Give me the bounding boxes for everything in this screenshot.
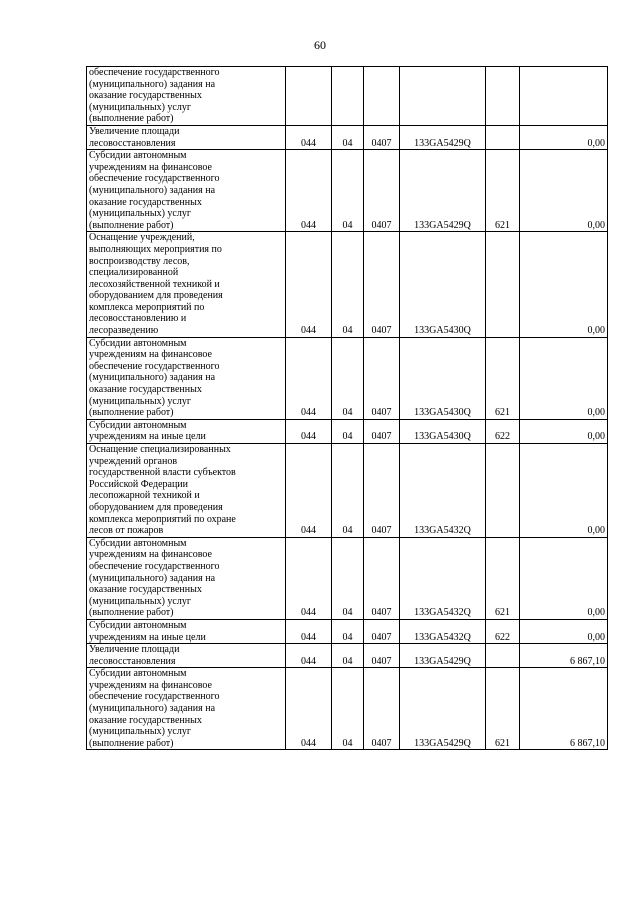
table-row <box>87 668 608 750</box>
section-code: 04 <box>332 444 364 538</box>
target-article-code: 133GA5429Q <box>400 150 486 232</box>
subsection-code: 0407 <box>364 644 400 668</box>
amount: 6 867,10 <box>520 668 608 750</box>
row-name: Увеличение площади лесовосстановления <box>87 125 286 149</box>
target-article-code: 133GA5429Q <box>400 668 486 750</box>
section-code: 04 <box>332 644 364 668</box>
row-name: Субсидии автономным учреждениям на финансовое обеспечение государственного (муниципального) задания на оказание государственных (муниципальных) услуг (выполнение работ) <box>87 668 286 750</box>
target-article-code: 133GA5430Q <box>400 232 486 337</box>
target-article-code: 133GA5432Q <box>400 537 486 619</box>
expense-type-code <box>486 644 520 668</box>
expense-type-code: 621 <box>486 668 520 750</box>
section-code: 04 <box>332 619 364 643</box>
row-name: Оснащение специализированных учреждений органов государственной власти субъектов Российской Федерации лесопожарной техникой и оборудованием для проведения комплекса мероприятий по охране лесов от пожаров <box>87 444 286 538</box>
expense-type-code <box>486 444 520 538</box>
table-row <box>87 419 608 443</box>
subsection-code <box>364 67 400 126</box>
expense-type-code: 621 <box>486 537 520 619</box>
expense-type-code: 621 <box>486 150 520 232</box>
department-code: 044 <box>286 619 332 643</box>
page-number: 60 <box>314 38 326 52</box>
department-code: 044 <box>286 150 332 232</box>
row-name: Субсидии автономным учреждениям на финансовое обеспечение государственного (муниципального) задания на оказание государственных (муниципальных) услуг (выполнение работ) <box>87 150 286 232</box>
row-name: Субсидии автономным учреждениям на иные цели <box>87 419 286 443</box>
expense-type-code <box>486 67 520 126</box>
table-row <box>87 337 608 419</box>
section-code: 04 <box>332 419 364 443</box>
table-row <box>87 125 608 149</box>
subsection-code: 0407 <box>364 337 400 419</box>
department-code: 044 <box>286 537 332 619</box>
section-code: 04 <box>332 537 364 619</box>
department-code: 044 <box>286 444 332 538</box>
row-name: Оснащение учреждений, выполняющих мероприятия по воспроизводству лесов, специализированной лесохозяйственной техникой и оборудованием для проведения комплекса мероприятий по лесовосстановлению и лесоразведению <box>87 232 286 337</box>
amount: 0,00 <box>520 444 608 538</box>
table-row <box>87 619 608 643</box>
amount: 0,00 <box>520 232 608 337</box>
target-article-code: 133GA5432Q <box>400 444 486 538</box>
target-article-code: 133GA5430Q <box>400 337 486 419</box>
amount: 0,00 <box>520 125 608 149</box>
expense-type-code: 621 <box>486 337 520 419</box>
department-code: 044 <box>286 125 332 149</box>
row-name: Увеличение площади лесовосстановления <box>87 644 286 668</box>
row-name: Субсидии автономным учреждениям на финансовое обеспечение государственного (муниципального) задания на оказание государственных (муниципальных) услуг (выполнение работ) <box>87 537 286 619</box>
amount: 0,00 <box>520 150 608 232</box>
table-row <box>87 150 608 232</box>
budget-table <box>86 66 608 750</box>
table-row <box>87 444 608 538</box>
amount: 0,00 <box>520 419 608 443</box>
row-name: Субсидии автономным учреждениям на иные цели <box>87 619 286 643</box>
subsection-code: 0407 <box>364 125 400 149</box>
expense-type-code: 622 <box>486 619 520 643</box>
amount: 0,00 <box>520 337 608 419</box>
amount: 0,00 <box>520 619 608 643</box>
department-code: 044 <box>286 644 332 668</box>
target-article-code <box>400 67 486 126</box>
target-article-code: 133GA5432Q <box>400 619 486 643</box>
subsection-code: 0407 <box>364 668 400 750</box>
department-code: 044 <box>286 337 332 419</box>
amount: 6 867,10 <box>520 644 608 668</box>
target-article-code: 133GA5429Q <box>400 125 486 149</box>
department-code: 044 <box>286 419 332 443</box>
table-row <box>87 537 608 619</box>
target-article-code: 133GA5429Q <box>400 644 486 668</box>
table-row <box>87 67 608 126</box>
expense-type-code <box>486 232 520 337</box>
subsection-code: 0407 <box>364 619 400 643</box>
department-code: 044 <box>286 668 332 750</box>
table-row <box>87 644 608 668</box>
row-name: Субсидии автономным учреждениям на финансовое обеспечение государственного (муниципального) задания на оказание государственных (муниципальных) услуг (выполнение работ) <box>87 337 286 419</box>
section-code: 04 <box>332 150 364 232</box>
section-code: 04 <box>332 337 364 419</box>
department-code: 044 <box>286 232 332 337</box>
department-code <box>286 67 332 126</box>
subsection-code: 0407 <box>364 232 400 337</box>
target-article-code: 133GA5430Q <box>400 419 486 443</box>
expense-type-code <box>486 125 520 149</box>
table-row <box>87 232 608 337</box>
subsection-code: 0407 <box>364 419 400 443</box>
amount: 0,00 <box>520 537 608 619</box>
section-code: 04 <box>332 668 364 750</box>
section-code <box>332 67 364 126</box>
expense-type-code: 622 <box>486 419 520 443</box>
row-name: обеспечение государственного (муниципального) задания на оказание государственных (муниципальных) услуг (выполнение работ) <box>87 67 286 126</box>
amount <box>520 67 608 126</box>
section-code: 04 <box>332 125 364 149</box>
subsection-code: 0407 <box>364 150 400 232</box>
subsection-code: 0407 <box>364 444 400 538</box>
subsection-code: 0407 <box>364 537 400 619</box>
section-code: 04 <box>332 232 364 337</box>
